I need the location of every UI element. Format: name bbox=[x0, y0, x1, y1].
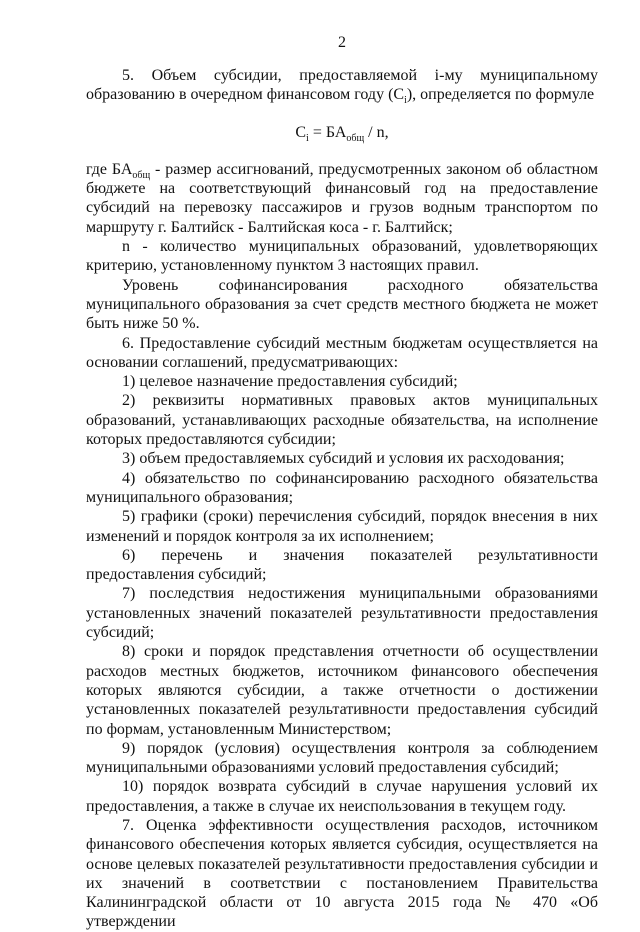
paragraph-5 bbox=[86, 66, 598, 105]
paragraph-5-tail: ), определяется по формуле bbox=[406, 86, 595, 104]
list-item: 2) реквизиты нормативных правовых актов муниципальных образований, устанавливающих расходные обязательства, на исполнение которых предоставляются субсидии; bbox=[86, 392, 598, 449]
list-item: 1) целевое назначение предоставления субсидий; bbox=[122, 373, 458, 391]
formula-lhs-sub: i bbox=[306, 132, 309, 144]
list-item: 7) последствия недостижения муниципальными образованиями установленных значений показателей результативности предоставления субсидий; bbox=[86, 585, 598, 642]
formula-mid: = БА bbox=[308, 123, 347, 141]
list-item: 9) порядок (условия) осуществления контроля за соблюдением муниципальными образованиями условий предоставления субсидий; bbox=[86, 739, 598, 777]
formula-mid-sub: общ bbox=[346, 132, 365, 144]
list-item: 6) перечень и значения показателей результативности предоставления субсидий; bbox=[86, 546, 598, 584]
list-item: 10) порядок возврата субсидий в случае нарушения условий их предоставления, а также в случае их неиспользования в текущем году. bbox=[86, 778, 598, 815]
definition-ba bbox=[86, 160, 598, 237]
page-number: 2 bbox=[338, 34, 346, 51]
paragraph-7: 7. Оценка эффективности осуществления расходов, источником финансового обеспечения которых является субсидия, осуществляется на основе целевых показателей результативности предоставления субсидии и их значений в соответствии с постановлением Правительства Калининградской области от 10 августа 2015 года № 470 «Об утверждении bbox=[86, 816, 598, 931]
list-item: 4) обязательство по софинансированию расходного обязательства муниципального образования; bbox=[86, 469, 598, 506]
definition-ba-lead: где БА bbox=[86, 160, 133, 178]
paragraph-5-text: 5. Объем субсидии, предоставляемой i-му муниципальному образованию в очередном финансовом году (C bbox=[86, 67, 598, 104]
formula-lhs: C bbox=[295, 123, 307, 141]
paragraph-6: 6. Предоставление субсидий местным бюджетам осуществляется на основании соглашений, предусматривающих: bbox=[86, 334, 598, 371]
list-item: 8) сроки и порядок представления отчетности об осуществлении расходов местных бюджетов, источником финансового обеспечения которых являются субсидии, а также отчетности о достижении установленных показателей результативности предоставления субсидий по формам, установленным Министерством; bbox=[86, 643, 598, 738]
cofinancing-paragraph: Уровень софинансирования расходного обязательства муниципального образования за счет средств местного бюджета не может быть ниже 50 %. bbox=[86, 276, 598, 333]
document-body bbox=[86, 66, 598, 932]
formula-rhs: / n, bbox=[364, 123, 389, 141]
list-item: 3) объем предоставляемых субсидий и условия их расходования; bbox=[122, 450, 565, 468]
definition-ba-sub: общ bbox=[132, 170, 151, 182]
formula bbox=[86, 123, 598, 142]
subscript-i: i bbox=[404, 95, 407, 107]
definition-ba-text: - размер ассигнований, предусмотренных законом об областном бюджете на соответствующий финансовый год на предоставление субсидий на перевозку пассажиров и грузов водным транспортом по маршруту г. Балтийск - Балтийская коса - г. Балтийск; bbox=[86, 160, 598, 236]
list-item: 5) графики (сроки) перечисления субсидий, порядок внесения в них изменений и порядок контроля за их исполнением; bbox=[86, 508, 598, 545]
definition-n: n - количество муниципальных образований, удовлетворяющих критерию, установленному пунктом 3 настоящих правил. bbox=[86, 238, 598, 275]
